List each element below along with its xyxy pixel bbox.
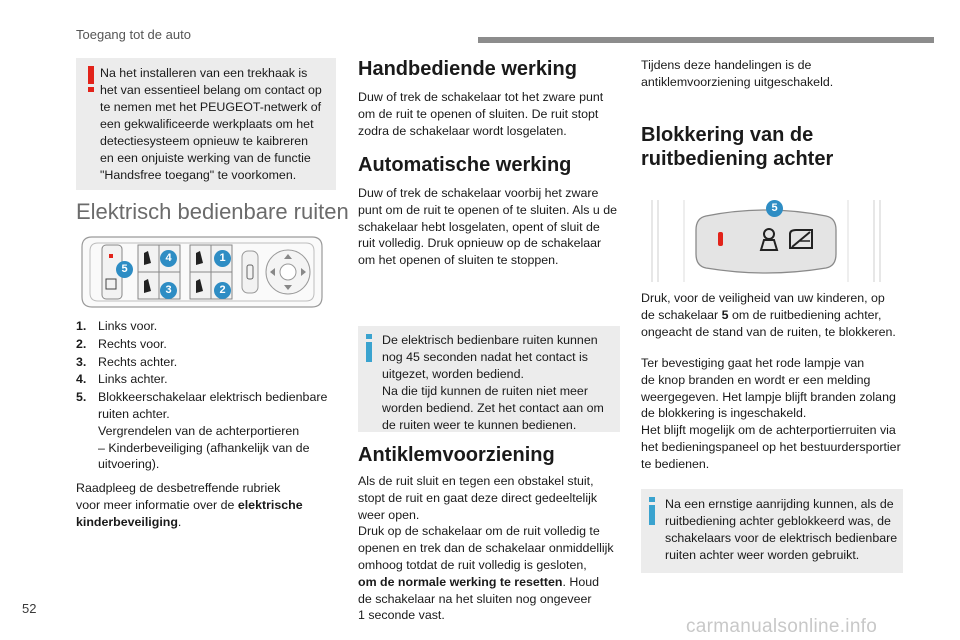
header-bar (478, 37, 934, 43)
section-title-handbediende: Handbediende werking (358, 58, 577, 80)
exclamation-icon (88, 66, 92, 97)
list-item: 5. Blokkeerschakelaar elektrisch bedienbare (76, 390, 328, 405)
callout-1: 1 (214, 250, 231, 267)
section-title-antiklem: Antiklemvoorziening (358, 444, 555, 466)
list-item-continuation: ruiten achter. (98, 406, 170, 421)
page-number: 52 (22, 601, 37, 616)
info-icon (366, 334, 370, 367)
running-header: Toegang tot de auto (76, 27, 191, 42)
info-note: Na een ernstige aanrijding kunnen, als de ruitbediening achter geblokkeerd was, de schakelaars voor de elektrisch bedienbare ruiten achter weer worden gebruikt. (641, 489, 903, 573)
list-item-continuation: uitvoering). (98, 457, 160, 472)
legend-list (76, 318, 338, 473)
section-title-blokkering: Blokkering van de ruitbediening achter (641, 124, 834, 170)
blokkering-paragraph-1: Druk, voor de veiligheid van uw kinderen, op de schakelaar 5 om de ruitbediening achter, ongeacht de stand van de ruiten, te blokkeren. (641, 291, 896, 339)
warning-line: en een onjuiste werking van de functie (100, 151, 311, 165)
warning-line: detectiesysteem opnieuw te kaibreren (100, 134, 309, 148)
list-item: 1. Links voor. (76, 319, 158, 333)
warning-line: "Handsfree toegang" te voorkomen. (100, 168, 297, 182)
list-item: 3. Rechts achter. (76, 354, 178, 369)
list-item: 2. Rechts voor. (76, 336, 167, 351)
list-item-continuation: Vergrendelen van de achterportieren (98, 423, 300, 438)
main-title: Elektrisch bedienbare ruiten (76, 199, 349, 224)
window-disabled-icon (788, 228, 814, 250)
reference-paragraph: Raadpleeg de desbetreffende rubriek voor meer informatie over de elektrische kinderbeveiliging. (76, 481, 303, 529)
warning-note (76, 58, 336, 190)
warning-line: een gekwalificeerde werkplaats om het (100, 117, 314, 131)
warning-line: Na het installeren van een trekhaak is (100, 66, 308, 80)
info-icon (649, 497, 653, 530)
warning-line: het van essentieel belang om contact op (100, 83, 322, 97)
warning-line: te nemen met het PEUGEOT-netwerk of (100, 100, 322, 114)
handbediende-paragraph: Duw of trek de schakelaar tot het zware punt om de ruit te openen of sluiten. De ruit stopt zodra de schakelaar wordt losgelaten. (358, 90, 604, 138)
callout-5: 5 (766, 200, 783, 217)
callout-2: 2 (214, 282, 231, 299)
right-intro-paragraph: Tijdens deze handelingen is de antiklemvoorziening uitgeschakeld. (641, 58, 834, 89)
list-item: 4. Links achter. (76, 372, 168, 387)
blokkering-paragraph-2: Ter bevestiging gaat het rode lampje van de knop branden en wordt er een melding weergegeven. Het lampje blijft branden zolang de blokkering is ingeschakeld. Het blijft mogelijk om de achterportierruiten via het bedieningspaneel op het bestuurdersportier te bedienen. (641, 356, 901, 471)
child-lock-switch-illustration (648, 196, 884, 284)
list-item-continuation: – Kinderbeveiliging (afhankelijk van de (98, 440, 310, 455)
automatische-paragraph: Duw of trek de schakelaar voorbij het zware punt om de ruit te openen of te sluiten. Als u de schakelaar hebt losgelaten, opent of sluit de ruit volledig. Druk opnieuw op de schakelaar om het openen of sluiten te stoppen. (358, 186, 617, 268)
section-title-automatische: Automatische werking (358, 154, 572, 176)
info-note: De elektrisch bedienbare ruiten kunnen nog 45 seconden nadat het contact is uitgezet, worden bediend. Na die tijd kunnen de ruiten niet meer worden bediend. Zet het contact aan om de ruiten weer te kunnen bedienen. (358, 326, 620, 432)
window-switch-panel (76, 229, 328, 315)
child-lock-icon (758, 228, 780, 252)
callout-5: 5 (116, 261, 133, 278)
antiklem-paragraph: Als de ruit sluit en tegen een obstakel stuit, stopt de ruit en gaat deze direct gedeeltelijk weer open. Druk op de schakelaar om de ruit volledig te openen en trek dan de schakelaar onmiddellijk omhoog totdat de ruit volledig is gesloten, om de normale werking te resetten. Houd de schakelaar na het sluiten nog ongeveer 1 seconde vast. (358, 474, 614, 623)
watermark: carmanualsonline.info (686, 616, 878, 637)
callout-4: 4 (160, 250, 177, 267)
callout-3: 3 (160, 282, 177, 299)
